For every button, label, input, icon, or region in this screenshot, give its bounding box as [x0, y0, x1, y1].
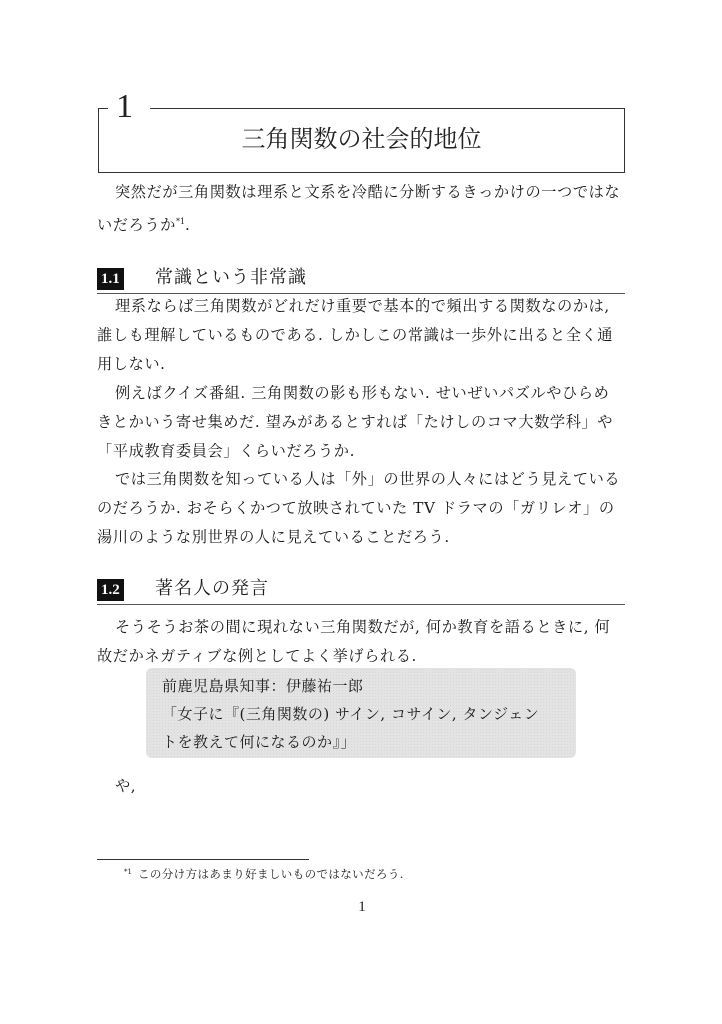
quote-line: トを教えて何になるのか』」: [162, 733, 357, 751]
text-line: 用しない.: [97, 355, 166, 373]
section-number: 1.1: [97, 268, 124, 290]
intro-line-2: [97, 207, 627, 240]
quote-line: 「女子に『(三角関数の) サイン, コサイン, タンジェン: [162, 705, 540, 723]
page-number: 1: [358, 899, 366, 915]
footnote-marker: *1: [124, 868, 132, 876]
text-line: そうそうお茶の間に現れない三角関数だが, 何か教育を語るときに, 何: [115, 618, 611, 636]
section-1-2-paragraph-1: [97, 613, 627, 671]
text-line: きとかいう寄せ集めだ. 望みがあるとすれば「たけしのコマ大数学科」や: [97, 413, 614, 431]
footnote-ref[interactable]: *1: [175, 217, 186, 226]
intro-paragraph: [97, 178, 627, 240]
text-line: 誰しも理解しているものである. しかしこの常識は一歩外に出ると全く通: [97, 326, 614, 344]
intro-line-1: 突然だが三角関数は理系と文系を冷酷に分断するきっかけの一つではな: [115, 183, 621, 201]
section-title: 著名人の発言: [155, 578, 269, 599]
text-line: 例えばクイズ番組. 三角関数の影も形もない. せいぜいパズルやひらめ: [115, 384, 610, 402]
text-line: 「平成教育委員会」くらいだろうか.: [97, 442, 356, 460]
text-line: では三角関数を知っている人は「外」の世界の人々にはどう見えている: [115, 470, 621, 488]
after-quote-paragraph: [97, 772, 627, 801]
quote-box: [146, 668, 576, 758]
footnote-rule: [97, 859, 309, 860]
section-title: 常識という非常識: [155, 267, 307, 288]
text-line: のだろうか. おそらくかつて放映されていた TV ドラマの「ガリレオ」の: [97, 499, 615, 517]
section-number: 1.2: [97, 579, 124, 601]
chapter-title: 三角関数の社会的地位: [241, 125, 482, 153]
section-1-1-paragraph-1: [97, 292, 627, 379]
quote-text: [162, 672, 539, 756]
section-1-1-paragraph-3: [97, 465, 627, 552]
section-heading-1-1: [97, 263, 625, 294]
quote-speaker: 前鹿児島県知事：伊藤祐一郎: [162, 677, 364, 695]
text-line: や,: [115, 777, 137, 795]
section-heading-1-2: [97, 574, 625, 605]
intro-line-2-text: いだろうか: [97, 216, 176, 234]
text-line: 理系ならば三角関数がどれだけ重要で基本的で頻出する関数なのかは,: [115, 297, 610, 315]
section-1-1-paragraph-2: [97, 379, 627, 466]
chapter-number: 1: [116, 88, 133, 125]
text-line: 故だかネガティブな例としてよく挙げられる.: [97, 647, 417, 665]
text-line: 湯川のような別世界の人に見えていることだろう.: [97, 528, 450, 546]
footnote-text: この分け方はあまり好ましいものではないだろう.: [137, 867, 404, 881]
footnote: [124, 864, 404, 882]
intro-tail: .: [185, 216, 191, 234]
